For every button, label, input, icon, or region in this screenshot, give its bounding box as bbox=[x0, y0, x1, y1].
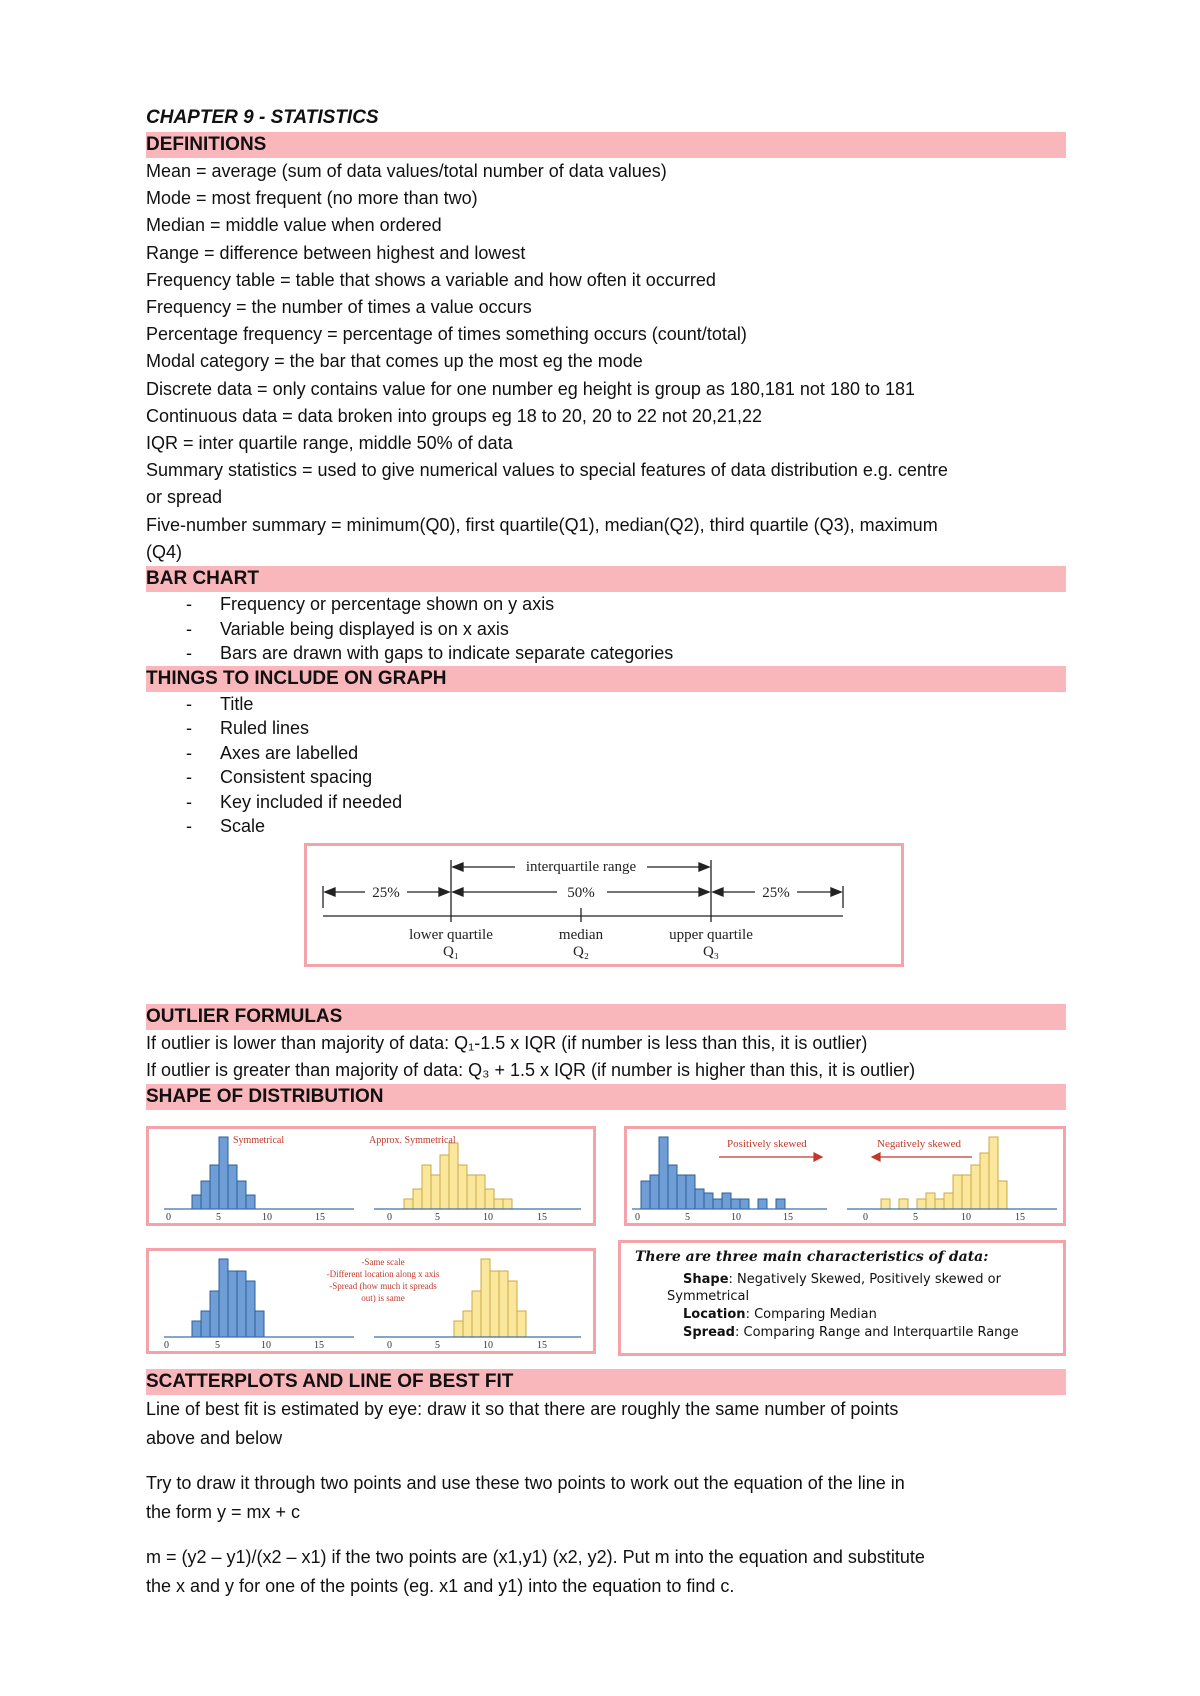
shape-line: Shape: Negatively Skewed, Positively skewed or bbox=[683, 1272, 1001, 1287]
definition-line: Modal category = the bar that comes up the most eg the mode bbox=[146, 351, 643, 372]
q1-label: Q₁ bbox=[442, 944, 460, 960]
list-item: - Bars are drawn with gaps to indicate separate categories bbox=[186, 643, 674, 664]
list-item: - Axes are labelled bbox=[186, 742, 359, 763]
characteristics-title: There are three main characteristics of data: bbox=[635, 1249, 989, 1265]
pct-left-label: 25% bbox=[372, 885, 400, 901]
characteristics-panel bbox=[618, 1240, 1066, 1356]
definition-line: Five-number summary = minimum(Q0), first quartile(Q1), median(Q2), third quartile (Q3), maximum bbox=[146, 514, 938, 535]
svg-text:0: 0 bbox=[863, 1212, 868, 1223]
list-item: - Title bbox=[186, 693, 254, 714]
comparison-histograms bbox=[149, 1251, 593, 1351]
definition-line: Percentage frequency = percentage of times something occurs (count/total) bbox=[146, 324, 747, 345]
svg-text:10: 10 bbox=[261, 1340, 271, 1351]
svg-text:10: 10 bbox=[483, 1212, 493, 1223]
svg-text:15: 15 bbox=[314, 1340, 324, 1351]
symmetrical-label: Symmetrical bbox=[233, 1135, 285, 1146]
symmetry-histograms bbox=[149, 1129, 593, 1223]
svg-text:10: 10 bbox=[262, 1212, 272, 1223]
graph-heading: THINGS TO INCLUDE ON GRAPH bbox=[146, 666, 1066, 692]
svg-text:10: 10 bbox=[483, 1340, 493, 1351]
outlier-heading: OUTLIER FORMULAS bbox=[146, 1004, 1066, 1030]
svg-text:0: 0 bbox=[164, 1340, 169, 1351]
svg-text:10: 10 bbox=[961, 1212, 971, 1223]
location-line: Location: Comparing Median bbox=[683, 1307, 877, 1322]
scatter-paragraph-1: Line of best fit is estimated by eye: draw it so that there are roughly the same number of points above and below bbox=[146, 1399, 899, 1448]
scatter-heading: SCATTERPLOTS AND LINE OF BEST FIT bbox=[146, 1369, 1066, 1395]
shape-line-cont: Symmetrical bbox=[667, 1289, 750, 1304]
definition-line: Frequency table = table that shows a variable and how often it occurred bbox=[146, 269, 716, 290]
q3-label: Q₃ bbox=[702, 944, 720, 960]
svg-text:15: 15 bbox=[537, 1212, 547, 1223]
svg-text:15: 15 bbox=[783, 1212, 793, 1223]
note-different-location: -Different location along x axis bbox=[326, 1269, 440, 1279]
q2-label: Q₂ bbox=[572, 944, 590, 960]
definition-line: Mode = most frequent (no more than two) bbox=[146, 188, 478, 209]
definition-line: Mean = average (sum of data values/total number of data values) bbox=[146, 161, 667, 181]
definition-line: Continuous data = data broken into groups eg 18 to 20, 20 to 22 not 20,21,22 bbox=[146, 405, 762, 426]
pct-right-label: 25% bbox=[762, 885, 790, 901]
definition-line: IQR = inter quartile range, middle 50% of data bbox=[146, 433, 513, 454]
svg-text:5: 5 bbox=[435, 1212, 440, 1223]
definition-line: (Q4) bbox=[146, 541, 182, 562]
outlier-upper-line: If outlier is greater than majority of data: Q₃ + 1.5 x IQR (if number is higher than this, it is outlier) bbox=[146, 1060, 916, 1081]
negatively-skewed-label: Negatively skewed bbox=[877, 1138, 961, 1150]
iqr-figure bbox=[304, 843, 904, 967]
svg-text:15: 15 bbox=[537, 1340, 547, 1351]
svg-text:5: 5 bbox=[685, 1212, 690, 1223]
list-item: - Ruled lines bbox=[186, 718, 310, 739]
svg-text:0: 0 bbox=[387, 1212, 392, 1223]
list-item: - Key included if needed bbox=[186, 791, 403, 812]
list-item: - Scale bbox=[186, 816, 266, 837]
definitions-list bbox=[146, 158, 1066, 566]
outlier-lower-line: If outlier is lower than majority of data: Q₁-1.5 x IQR (if number is less than this, it is outlier) bbox=[146, 1033, 868, 1053]
list-item: - Frequency or percentage shown on y axis bbox=[186, 594, 555, 615]
symmetry-panel bbox=[146, 1126, 596, 1226]
spread-line: Spread: Comparing Range and Interquartile Range bbox=[683, 1325, 1019, 1340]
pct-mid-label: 50% bbox=[567, 885, 595, 901]
iqr-label: interquartile range bbox=[525, 859, 637, 875]
definition-line: Median = middle value when ordered bbox=[146, 215, 442, 236]
lower-quartile-label: lower quartile bbox=[409, 927, 493, 943]
definition-line: Frequency = the number of times a value occurs bbox=[146, 297, 532, 318]
definition-line: Summary statistics = used to give numerical values to special features of data distribution e.g. centre bbox=[146, 460, 948, 481]
median-label: median bbox=[558, 927, 604, 943]
svg-text:5: 5 bbox=[216, 1212, 221, 1223]
positively-skewed-label: Positively skewed bbox=[727, 1138, 807, 1150]
upper-quartile-label: upper quartile bbox=[669, 927, 753, 943]
definition-line: or spread bbox=[146, 487, 223, 508]
scatter-paragraph-2: Try to draw it through two points and use these two points to work out the equation of the line in the form y = mx + c bbox=[146, 1473, 905, 1522]
definition-line: Range = difference between highest and lowest bbox=[146, 242, 526, 263]
svg-text:0: 0 bbox=[635, 1212, 640, 1223]
skew-histograms bbox=[627, 1129, 1063, 1223]
definition-line: Discrete data = only contains value for one number eg height is group as 180,181 not 180 to 181 bbox=[146, 378, 916, 399]
svg-text:0: 0 bbox=[166, 1212, 171, 1223]
skew-panel bbox=[624, 1126, 1066, 1226]
note-spread-cont: out) is same bbox=[361, 1293, 405, 1303]
list-item: - Variable being displayed is on x axis bbox=[186, 618, 509, 639]
svg-text:5: 5 bbox=[215, 1340, 220, 1351]
iqr-diagram bbox=[307, 846, 901, 964]
svg-text:0: 0 bbox=[387, 1340, 392, 1351]
approx-symmetrical-label: Approx. Symmetrical bbox=[369, 1135, 456, 1146]
bar-chart-list bbox=[146, 592, 1066, 666]
list-item: - Consistent spacing bbox=[186, 767, 373, 788]
svg-text:5: 5 bbox=[435, 1340, 440, 1351]
note-same-scale: -Same scale bbox=[361, 1257, 405, 1267]
svg-text:10: 10 bbox=[731, 1212, 741, 1223]
graph-list bbox=[146, 692, 1066, 839]
bar-chart-heading: BAR CHART bbox=[146, 566, 1066, 592]
svg-text:15: 15 bbox=[315, 1212, 325, 1223]
chapter-title: CHAPTER 9 - STATISTICS bbox=[146, 107, 379, 128]
note-spread: -Spread (how much it spreads bbox=[329, 1281, 437, 1291]
shape-heading: SHAPE OF DISTRIBUTION bbox=[146, 1084, 1066, 1110]
scatter-paragraph-3: m = (y2 – y1)/(x2 – x1) if the two points are (x1,y1) (x2, y2). Put m into the equation and substitute the x and y for one of the points (eg. x1 and y1) into the equation to find c. bbox=[146, 1547, 925, 1596]
definitions-heading: DEFINITIONS bbox=[146, 132, 1066, 158]
svg-text:15: 15 bbox=[1015, 1212, 1025, 1223]
comparison-panel bbox=[146, 1248, 596, 1354]
svg-text:5: 5 bbox=[913, 1212, 918, 1223]
document-page bbox=[146, 104, 1066, 839]
